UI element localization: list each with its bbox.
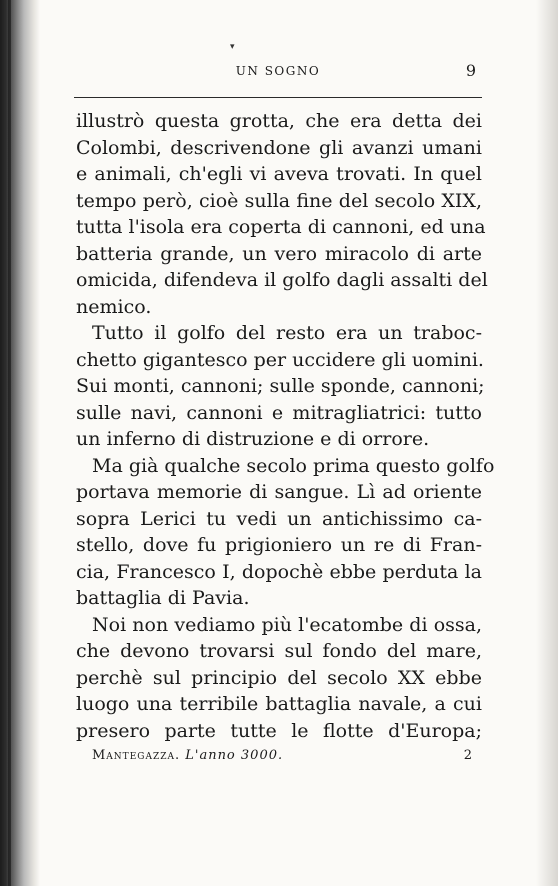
page-footer bbox=[92, 748, 472, 768]
text-line: illustrò questa grotta, che era detta dei bbox=[76, 110, 482, 132]
text-line: tempo però, cioè sulla fine del secolo XIX, bbox=[76, 189, 482, 212]
text-line: cia, Francesco I, dopochè ebbe perduta la bbox=[76, 560, 482, 583]
signature-mark: 2 bbox=[463, 748, 472, 763]
page-header bbox=[72, 61, 484, 86]
page-edge-shadow bbox=[536, 0, 558, 886]
header-rule bbox=[74, 97, 482, 98]
text-line: tutta l'isola era coperta di cannoni, ed una bbox=[76, 216, 486, 238]
text-line: un inferno di distruzione e di orrore. bbox=[76, 428, 430, 450]
text-line: sopra Lerici tu vedi un antichissimo ca- bbox=[76, 507, 482, 530]
text-line: Sui monti, cannoni; sulle sponde, cannoni; bbox=[76, 375, 485, 397]
text-line: Colombi, descrivendone gli avanzi umani bbox=[76, 136, 482, 159]
page-number: 9 bbox=[465, 61, 476, 80]
text-line: luogo una terribile battaglia navale, a cui bbox=[76, 693, 482, 715]
text-line: Tutto il golfo del resto era un traboc- bbox=[92, 322, 482, 344]
text-line: Noi non vediamo più l'ecatombe di ossa, bbox=[92, 613, 482, 636]
text-line: nemico. bbox=[76, 295, 152, 318]
text-line: portava memorie di sangue. Lì ad oriente bbox=[76, 481, 482, 503]
text-line: omicida, difendeva il golfo dagli assalti del bbox=[76, 269, 488, 291]
print-mark: ▾ bbox=[230, 42, 235, 52]
text-line: Ma già qualche secolo prima questo golfo bbox=[92, 454, 495, 477]
running-title: UN SOGNO bbox=[235, 64, 321, 78]
body-text bbox=[76, 108, 495, 744]
footer-signature bbox=[92, 748, 283, 763]
spine-streak bbox=[8, 0, 11, 886]
text-line: battaglia di Pavia. bbox=[76, 587, 250, 609]
footer-work: L'anno 3000. bbox=[185, 748, 284, 763]
text-line: stello, dove fu prigioniero un re di Fran- bbox=[76, 534, 482, 556]
text-line: batteria grande, un vero miracolo di arte bbox=[76, 242, 482, 265]
text-line: chetto gigantesco per uccidere gli uomini. bbox=[76, 348, 484, 371]
text-line: presero parte tutte le flotte d'Europa; bbox=[76, 719, 482, 742]
text-line: che devono trovarsi sul fondo del mare, bbox=[76, 640, 482, 662]
footer-author: Mantegazza. bbox=[92, 748, 181, 763]
text-line: sulle navi, cannoni e mitragliatrici: tutto bbox=[76, 401, 482, 424]
text-line: perchè sul principio del secolo XX ebbe bbox=[76, 666, 482, 689]
book-spine-shadow bbox=[0, 0, 40, 886]
text-line: e animali, ch'egli vi aveva trovati. In quel bbox=[76, 163, 482, 185]
